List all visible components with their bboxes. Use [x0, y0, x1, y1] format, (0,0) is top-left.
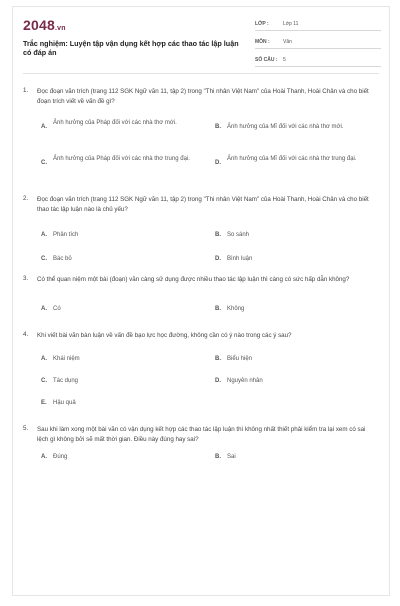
question-text: Có thể quan niệm một bài (đoạn) văn càng sử dụng được nhiều thao tác lập luận thì càng có sức hấp dẫn không?: [37, 276, 350, 283]
option-letter: A.: [41, 306, 47, 312]
option-letter: A.: [41, 356, 47, 362]
option-b[interactable]: [215, 305, 385, 315]
option-b[interactable]: [215, 355, 385, 365]
option-text: Sai: [227, 454, 236, 460]
option-c[interactable]: [41, 377, 211, 387]
option-letter: A.: [41, 454, 47, 460]
option-b[interactable]: [215, 231, 385, 241]
quiz-title: Trắc nghiệm: Luyện tập vận dụng kết hợp các thao tác lập luận có đáp án: [23, 39, 239, 57]
logo-suffix-text: .vn: [54, 25, 66, 32]
question-number: 5.: [23, 425, 29, 432]
option-text: Ảnh hưởng của Mĩ đối với các nhà thơ mới.: [227, 124, 344, 130]
meta-subject-value: Văn: [283, 38, 292, 45]
option-d[interactable]: [215, 155, 385, 175]
option-letter: A.: [41, 232, 47, 238]
meta-count-row: [255, 53, 381, 67]
option-text: Có: [53, 306, 61, 312]
option-letter: B.: [215, 232, 221, 238]
question-number: 1.: [23, 87, 29, 94]
meta-count-label: SỐ CÂU :: [255, 56, 278, 63]
question-text: Khi viết bài văn bàn luận về vấn đề bạo lực học đường, không cần có ý nào trong các ý sau?: [37, 332, 292, 339]
option-text: Hậu quả: [53, 400, 76, 406]
option-text: Biểu hiện: [227, 356, 253, 362]
option-d[interactable]: [215, 377, 385, 387]
option-a[interactable]: [41, 355, 211, 365]
option-text: So sánh: [227, 232, 250, 238]
question-number: 2.: [23, 195, 29, 202]
option-letter: C.: [41, 160, 47, 166]
question-text: Đọc đoạn văn trích (trang 112 SGK Ngữ văn 11, tập 2) trong "Thi nhân Việt Nam" của Hoài Thanh, Hoài Chân và cho biết đoạn trích viết về vấn đề gì?: [37, 88, 369, 105]
option-letter: C.: [41, 256, 47, 262]
meta-subject-label: MÔN :: [255, 38, 270, 45]
option-text: Tác dụng: [53, 378, 79, 384]
option-text: Bình luận: [227, 256, 253, 262]
option-text: Ảnh hưởng của Mĩ đối với các nhà thơ trung đại.: [227, 156, 357, 162]
option-a[interactable]: [41, 453, 211, 463]
option-text: Khái niệm: [53, 356, 80, 362]
logo-main-text: 2048: [23, 17, 55, 33]
option-text: Ảnh hưởng của Pháp đối với các nhà thơ trung đại.: [53, 156, 190, 162]
option-a[interactable]: [41, 119, 211, 139]
option-letter: D.: [215, 256, 221, 262]
option-letter: B.: [215, 454, 221, 460]
option-letter: A.: [41, 124, 47, 130]
option-text: Bác bỏ: [53, 256, 72, 262]
quiz-meta: [255, 17, 381, 67]
option-letter: B.: [215, 356, 221, 362]
option-text: Đúng: [53, 454, 68, 460]
header-divider: [23, 73, 379, 74]
option-c[interactable]: [41, 155, 211, 175]
meta-class-value: Lớp 11: [283, 20, 299, 27]
option-b[interactable]: [215, 123, 385, 133]
option-text: Nguyên nhân: [227, 378, 263, 384]
question-text: Sau khi làm xong một bài văn có vận dụng kết hợp các thao tác lập luận thì không nhất thiết phải kiểm tra lại xem có sai lệch gì không bởi sẽ mất thời gian. Điều này đúng hay sai?: [37, 426, 366, 443]
document-page: [12, 6, 390, 596]
option-a[interactable]: [41, 231, 211, 241]
option-letter: C.: [41, 378, 47, 384]
question-text: Đọc đoạn văn trích (trang 112 SGK Ngữ văn 11, tập 2) trong "Thi nhân Việt Nam" của Hoài Thanh, Hoài Chân và cho biết thao tác lập luận nào là chủ yếu?: [37, 196, 369, 213]
option-letter: B.: [215, 306, 221, 312]
option-letter: B.: [215, 124, 221, 130]
meta-class-label: LỚP :: [255, 20, 269, 27]
meta-subject-row: [255, 35, 381, 49]
option-d[interactable]: [215, 255, 385, 265]
option-letter: D.: [215, 160, 221, 166]
meta-class-row: [255, 17, 381, 31]
option-text: Ảnh hưởng của Pháp đối với các nhà thơ mới.: [53, 120, 177, 126]
option-c[interactable]: [41, 255, 211, 265]
option-text: Không: [227, 306, 245, 312]
option-a[interactable]: [41, 305, 211, 315]
meta-count-value: 5: [283, 56, 286, 63]
document-header: [23, 17, 381, 67]
question-number: 3.: [23, 275, 29, 282]
option-letter: E.: [41, 400, 47, 406]
question-number: 4.: [23, 331, 29, 338]
option-e[interactable]: [41, 399, 211, 409]
site-logo[interactable]: [23, 17, 66, 33]
option-b[interactable]: [215, 453, 385, 463]
option-letter: D.: [215, 378, 221, 384]
option-text: Phân tích: [53, 232, 79, 238]
